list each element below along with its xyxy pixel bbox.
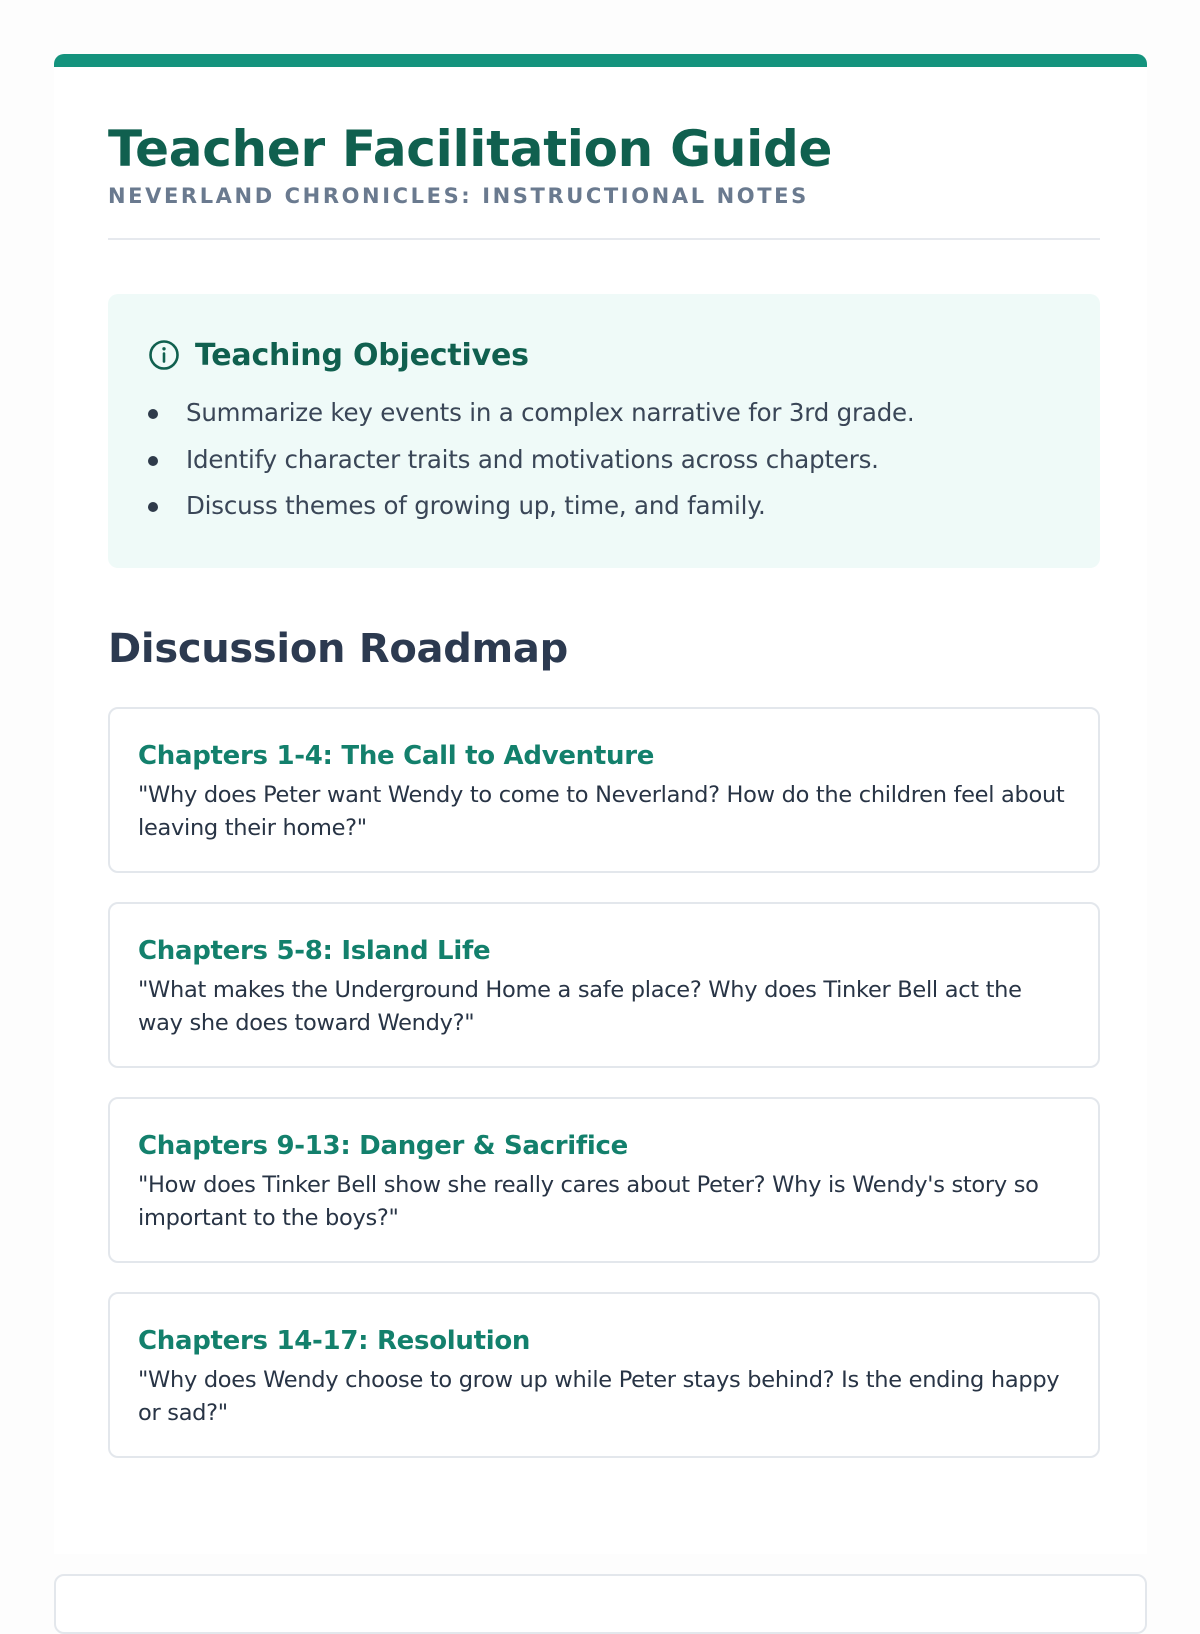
- bullet-icon: [148, 456, 158, 466]
- roadmap-item: [108, 1292, 1100, 1458]
- roadmap-item-title: Chapters 5-8: Island Life: [138, 936, 491, 967]
- roadmap-item-question: "Why does Wendy choose to grow up while Peter stays behind? Is the ending happy or sad?": [138, 1367, 1060, 1427]
- discussion-roadmap: [108, 707, 1100, 1458]
- objective-item: [148, 390, 1060, 437]
- bullet-icon: [148, 502, 158, 512]
- roadmap-item: [108, 707, 1100, 873]
- objective-text: Identify character traits and motivations across chapters.: [186, 444, 879, 474]
- roadmap-item-title: Chapters 9-13: Danger & Sacrifice: [138, 1131, 628, 1162]
- accent-bar: [54, 54, 1147, 67]
- teaching-objectives-panel: [108, 294, 1100, 568]
- objectives-list: [148, 390, 1060, 530]
- page-title: Teacher Facilitation Guide: [108, 120, 833, 178]
- header-divider: [108, 238, 1100, 240]
- guide-content: [108, 116, 1100, 1487]
- objective-text: Discuss themes of growing up, time, and family.: [186, 491, 766, 520]
- objective-item: [148, 483, 1060, 530]
- roadmap-item-question: "What makes the Underground Home a safe place? Why does Tinker Bell act the way she does toward Wendy?": [138, 977, 1022, 1037]
- roadmap-item-question: "Why does Peter want Wendy to come to Neverland? How do the children feel about leaving their home?": [138, 782, 1065, 842]
- roadmap-title: Discussion Roadmap: [108, 626, 568, 672]
- objectives-title: Teaching Objectives: [195, 337, 529, 373]
- roadmap-item: [108, 902, 1100, 1068]
- roadmap-item-title: Chapters 1-4: The Call to Adventure: [138, 741, 655, 772]
- bullet-icon: [148, 409, 158, 419]
- next-section-card: [54, 1574, 1147, 1634]
- objective-text: Summarize key events in a complex narrative for 3rd grade.: [186, 398, 915, 427]
- roadmap-item-title: Chapters 14-17: Resolution: [138, 1326, 531, 1357]
- page-subtitle: NEVERLAND CHRONICLES: INSTRUCTIONAL NOTES: [108, 184, 809, 208]
- roadmap-item: [108, 1097, 1100, 1263]
- objectives-header: [148, 336, 1060, 374]
- guide-card: [54, 54, 1147, 1554]
- info-icon: [148, 339, 180, 371]
- objective-item: [148, 437, 1060, 484]
- roadmap-item-question: "How does Tinker Bell show she really cares about Peter? Why is Wendy's story so important to the boys?": [138, 1172, 1039, 1232]
